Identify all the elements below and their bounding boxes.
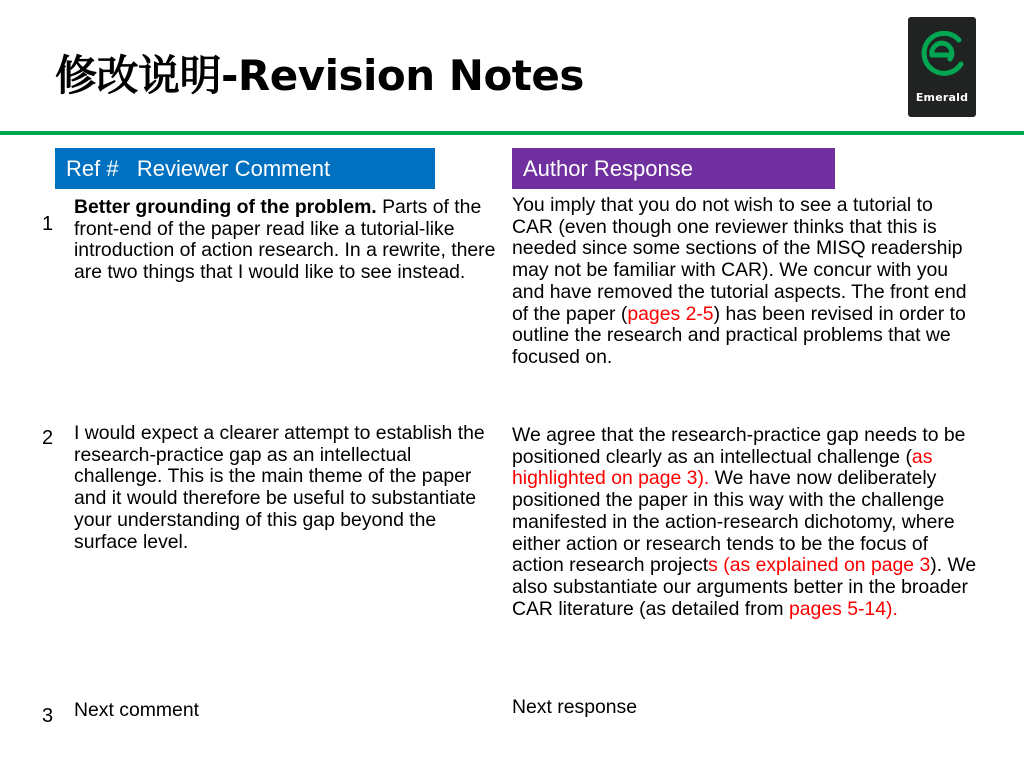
ref-number-2: 2	[42, 427, 54, 449]
response-2-page-ref-a: as highlighted on page 3).	[512, 445, 933, 490]
response-2-page-ref-c: pages 5-14).	[788, 597, 898, 620]
page-title: 修改说明-Revision Notes	[55, 51, 584, 100]
comment-heading-1: Better grounding of the problem.	[74, 196, 377, 218]
author-response-3: Next response	[512, 696, 638, 718]
ref-number-1: 1	[42, 213, 54, 235]
response-1-page-ref: pages 2-5	[627, 302, 714, 325]
author-response-header: Author Response	[512, 148, 835, 189]
reviewer-comment-3: Next comment	[74, 699, 199, 721]
response-2-page-ref-b: s (as explained on page 3	[708, 554, 931, 577]
emerald-logo	[908, 17, 976, 117]
response-2-text-a: We agree that the research-practice gap needs to be positioned clearly as an intellectual challenge (	[512, 424, 966, 468]
emerald-e-logo-icon	[917, 26, 967, 84]
reviewer-comment-2: I would expect a clearer attempt to establish the research-practice gap as an intellectual challenge. This is the main theme of the paper and it would therefore be useful to substantiate your understanding of this gap beyond the surface level.	[74, 422, 485, 553]
logo-text: Emerald	[915, 91, 969, 104]
response-1-text-b: ) has been revised in order to outline the research and practical problems that we focused on.	[512, 302, 966, 368]
title-divider	[0, 131, 1024, 135]
author-response-1	[512, 195, 978, 369]
reviewer-comment-header: Ref # Reviewer Comment	[55, 148, 435, 189]
comment-body-1: Parts of the front-end of the paper read like a tutorial-like introduction of action research. In a rewrite, there are two things that I would like to see instead.	[74, 196, 496, 284]
response-2-text-b: We have now deliberately positioned the paper in this way with the challenge manifested in the action-research dichotomy, where either action or research tends to be the focus of action research project	[512, 467, 955, 577]
reviewer-comment-1	[74, 197, 496, 284]
response-1-text-a: You imply that you do not wish to see a tutorial to CAR (even though one reviewer thinks that this is needed since some sections of the MISQ readership may not be familiar with CAR). We concur with you and have removed the tutorial aspects. The front end of the paper (	[512, 194, 967, 325]
author-response-2	[512, 425, 978, 620]
response-2-text-c: ). We also substantiate our arguments better in the broader CAR literature (as detailed from	[512, 554, 977, 620]
ref-number-3: 3	[42, 705, 54, 727]
